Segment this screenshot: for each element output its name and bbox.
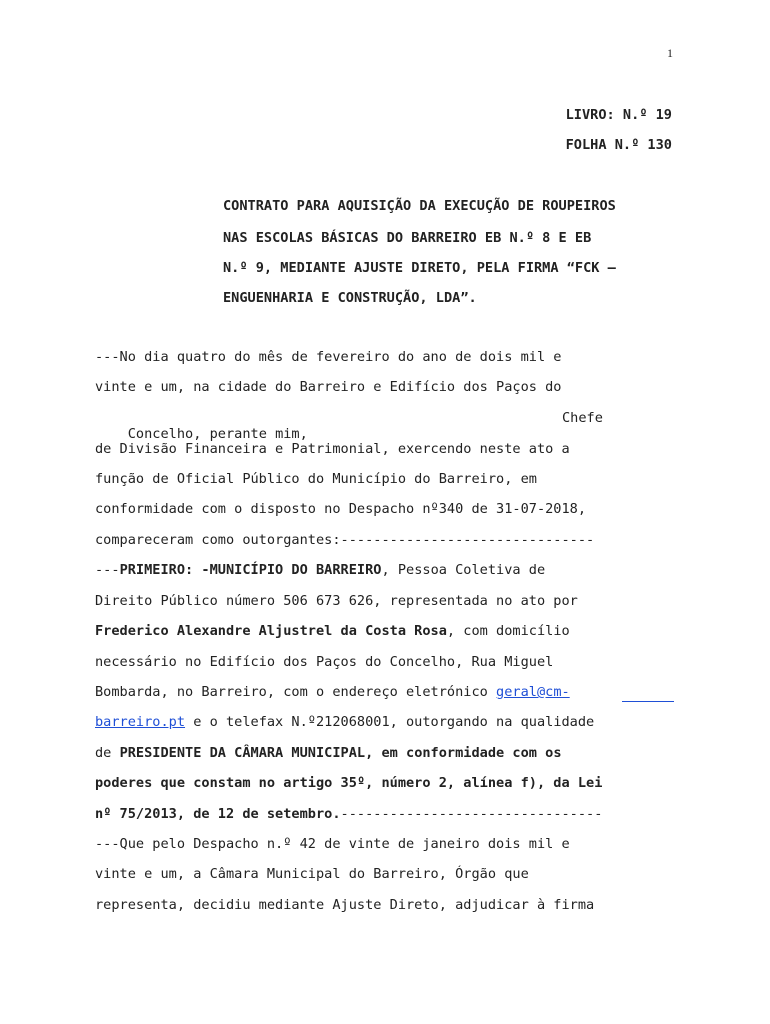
- email-link[interactable]: geral@cm-: [496, 684, 570, 700]
- dashes: ---: [95, 562, 120, 578]
- livro-number: LIVRO: N.º 19: [565, 107, 672, 123]
- body-line: compareceram como outorgantes:-------------------------------: [95, 532, 595, 548]
- body-text: , Pessoa Coletiva de: [381, 562, 546, 578]
- email-link-underline: [622, 701, 674, 702]
- president-role: PRESIDENTE DA CÂMARA MUNICIPAL, em conformidade com os: [119, 745, 562, 761]
- folha-number: FOLHA N.º 130: [565, 137, 672, 153]
- contract-title-line-4: ENGUENHARIA E CONSTRUÇÃO, LDA”.: [223, 290, 477, 306]
- body-line: de Divisão Financeira e Patrimonial, exercendo neste ato a: [95, 441, 570, 457]
- body-line: [95, 806, 602, 822]
- contract-title-line-2: NAS ESCOLAS BÁSICAS DO BARREIRO EB N.º 8 E EB: [223, 230, 592, 246]
- body-text: e o telefax N.º212068001, outorgando na qualidade: [185, 714, 595, 730]
- body-text: Bombarda, no Barreiro, com o endereço eletrónico: [95, 684, 497, 700]
- page-number: 1: [667, 46, 673, 60]
- body-line: [95, 623, 570, 639]
- body-line: função de Oficial Público do Município do Barreiro, em: [95, 471, 537, 487]
- body-line: Direito Público número 506 673 626, representada no ato por: [95, 593, 578, 609]
- representative-name: Frederico Alexandre Aljustrel da Costa Rosa: [95, 623, 447, 639]
- body-line: representa, decidiu mediante Ajuste Direto, adjudicar à firma: [95, 897, 595, 913]
- body-text: Concelho, perante mim,: [127, 426, 308, 442]
- body-line: ---No dia quatro do mês de fevereiro do ano de dois mil e: [95, 349, 562, 365]
- contract-title-line-1: CONTRATO PARA AQUISIÇÃO DA EXECUÇÃO DE ROUPEIROS: [223, 198, 616, 214]
- email-link-continuation[interactable]: barreiro.pt: [95, 714, 186, 730]
- body-line: [95, 745, 562, 761]
- body-line: [95, 714, 594, 730]
- body-line: [95, 562, 545, 578]
- body-line: vinte e um, na cidade do Barreiro e Edifício dos Paços do: [95, 379, 562, 395]
- dashes: --------------------------------: [340, 806, 603, 822]
- first-party-heading: PRIMEIRO: -MUNICÍPIO DO BARREIRO: [119, 562, 382, 578]
- body-line: ---Que pelo Despacho n.º 42 de vinte de janeiro dois mil e: [95, 836, 570, 852]
- body-line: vinte e um, a Câmara Municipal do Barreiro, Órgão que: [95, 866, 529, 882]
- body-line-bold: poderes que constam no artigo 35º, número 2, alínea f), da Lei: [95, 775, 603, 791]
- body-line: conformidade com o disposto no Despacho nº340 de 31-07-2018,: [95, 501, 587, 517]
- contract-title-line-3: N.º 9, MEDIANTE AJUSTE DIRETO, PELA FIRMA “FCK –: [223, 260, 616, 276]
- chefe-label: Chefe: [562, 410, 603, 426]
- body-text: de: [95, 745, 120, 761]
- body-text: , com domicílio: [446, 623, 570, 639]
- body-line: [95, 684, 570, 700]
- law-reference: nº 75/2013, de 12 de setembro.: [95, 806, 341, 822]
- body-line: necessário no Edifício dos Paços do Concelho, Rua Miguel: [95, 654, 554, 670]
